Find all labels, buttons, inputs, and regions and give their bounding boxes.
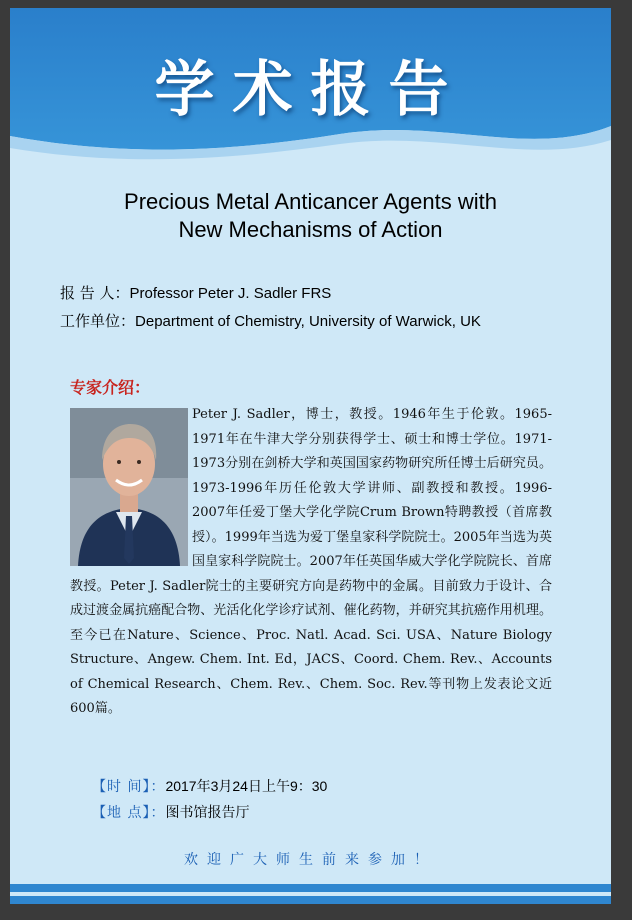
affiliation-label: 工作单位： [60,312,136,330]
portrait-illustration [70,408,188,566]
speaker-photo [70,408,188,566]
talk-title-line-1: Precious Metal Anticancer Agents with [124,189,497,214]
speaker-row [60,282,331,303]
bio-text: Peter J. Sadler，博士，教授。1946年生于伦敦。1965-1971年在牛津大学分别获得学士、硕士和博士学位。1971-1973分别在剑桥大学和英国国家药物研究所任博士后研究员。1973-1996年历任伦敦大学讲师、副教授和教授。1996-2007年任爱丁堡大学化学院Crum Brown特聘教授（首席教授）。1999年当选为爱丁堡皇家科学院院士。2005年当选为英国皇家科学院院士。2007年任英国华威大学化学院院长、首席教授。Peter J. Sadler院士的主要研究方向是药物中的金属。目前致力于设计、合成过渡金属抗癌配合物、光活化化学诊疗试剂、催化药物，并研究其抗癌作用机理。至今已在Nature、Science、Proc. Natl. Acad. Sci. USA、Nature Biology Structure、Angew. Chem. Int. Ed，JACS、Coord. Chem. Rev.、Accounts of Chemical Research、Chem. Rev.、Chem. Soc. Rev.等刊物上发表论文近600篇。 [70,407,552,716]
poster [10,8,611,904]
footer-bar-top [10,884,611,892]
place-value: 图书馆报告厅 [165,804,250,820]
bio-heading: 专家介绍： [70,378,151,397]
speaker-label: 报 告 人： [60,284,130,302]
place-label: 【地 点】： [92,805,166,821]
affiliation-value: Department of Chemistry, University of Warwick, UK [135,313,481,330]
speaker-name: Professor Peter J. Sadler FRS [129,285,332,302]
time-value: 2017年3月24日上午9：30 [165,778,328,794]
affiliation-row [60,310,481,331]
footer-bar-bottom [10,896,611,904]
time-row [92,776,327,796]
poster-title: 学术报告 [154,55,467,125]
time-label: 【时 间】： [92,779,166,795]
welcome-message: 欢迎广大师生前来参加！ [184,852,437,868]
talk-title-line-2: New Mechanisms of Action [178,217,443,242]
talk-title [10,188,611,244]
place-row [92,802,249,822]
